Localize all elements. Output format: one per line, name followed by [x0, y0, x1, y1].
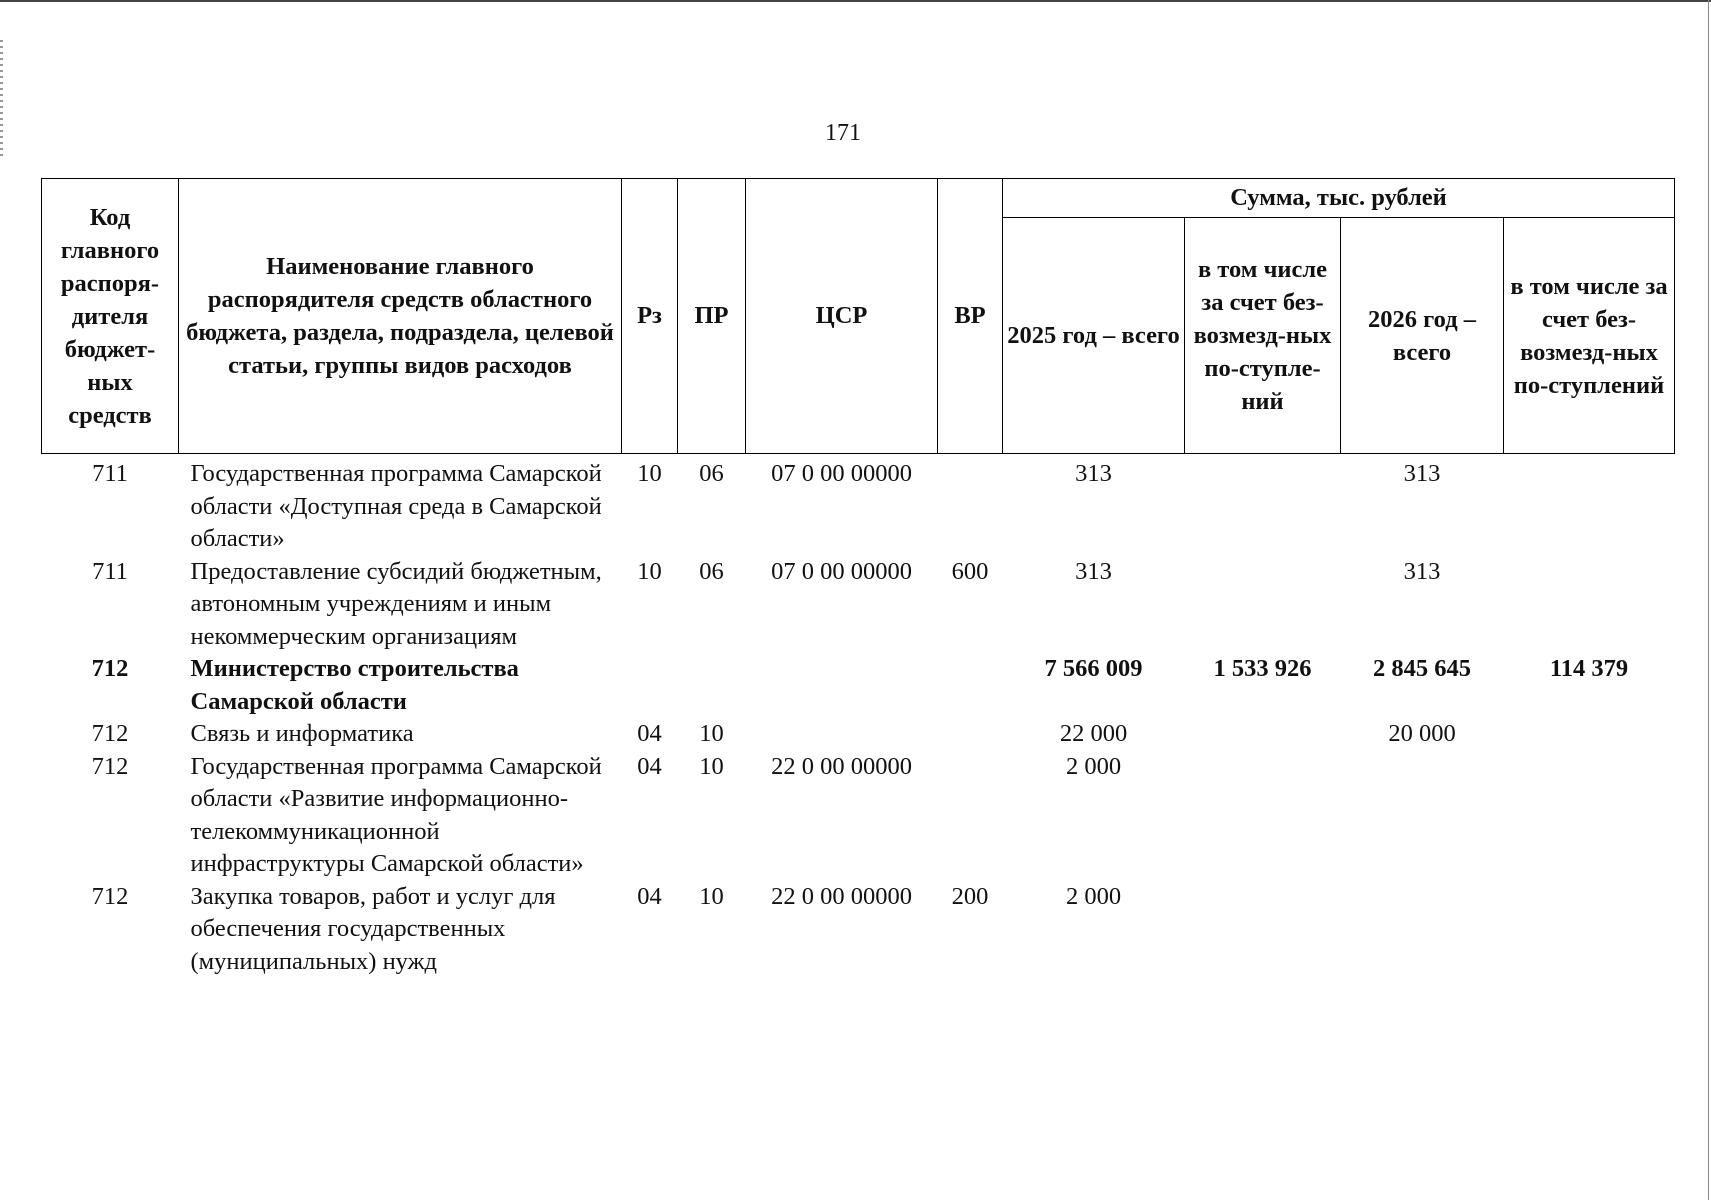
scan-right-edge: [1708, 0, 1709, 1200]
cell-pr: 10: [699, 882, 724, 910]
page-number: 171: [825, 120, 861, 146]
header-csr: ЦСР: [746, 179, 938, 454]
cell-2026-grants: 114 379: [1549, 655, 1629, 682]
cell-code: 712: [91, 882, 129, 910]
table-row: [42, 881, 1675, 979]
cell-pr: [678, 653, 746, 718]
cell-name: Государственная программа Самарской области «Доступная среда в Самарской области»: [190, 460, 602, 552]
cell-rz: 10: [637, 460, 662, 487]
cell-rz: 10: [637, 557, 662, 585]
table-row: [42, 454, 1675, 556]
cell-vr: 200: [951, 882, 989, 910]
cell-vr: [938, 751, 1003, 881]
header-2026-grants: в том числе за счет без-возмезд-ных по-ступлений: [1504, 218, 1675, 454]
cell-name: Связь и информатика: [190, 720, 414, 747]
cell-2025-grants: [1185, 556, 1341, 654]
cell-vr: [938, 718, 1003, 751]
cell-2025-total: 2 000: [1065, 882, 1122, 910]
cell-csr: 07 0 00 00000: [771, 460, 912, 487]
cell-2025-total: 7 566 009: [1044, 655, 1143, 682]
cell-csr: 22 0 00 00000: [771, 882, 912, 910]
header-vr: ВР: [938, 179, 1003, 454]
cell-2026-grants: [1504, 556, 1675, 654]
cell-vr: [938, 454, 1003, 556]
header-rz: Рз: [622, 179, 678, 454]
cell-rz: [622, 653, 678, 718]
cell-code: 712: [91, 720, 129, 747]
cell-2026-total: [1341, 751, 1504, 881]
cell-vr: 600: [951, 557, 989, 585]
cell-2025-total: 2 000: [1065, 752, 1122, 780]
header-sum: Сумма, тыс. рублей: [1003, 179, 1675, 218]
header-2025-total: 2025 год – всего: [1003, 218, 1185, 454]
cell-pr: 06: [699, 460, 724, 487]
table-row: [42, 653, 1675, 718]
cell-2026-grants: [1504, 718, 1675, 751]
cell-csr: 22 0 00 00000: [771, 752, 912, 780]
cell-name: Предоставление субсидий бюджетным, автономным учреждениям и иным некоммерческим организациям: [190, 557, 602, 650]
cell-2025-total: 22 000: [1059, 720, 1128, 747]
cell-2025-grants: 1 533 926: [1213, 655, 1312, 682]
table-row: [42, 556, 1675, 654]
cell-2026-total: 2 845 645: [1373, 655, 1471, 682]
cell-pr: 10: [699, 720, 724, 747]
cell-2025-total: 313: [1075, 557, 1112, 585]
cell-2026-total: 313: [1403, 460, 1441, 487]
cell-2026-total: 20 000: [1388, 720, 1456, 747]
cell-code: 711: [92, 557, 128, 585]
cell-2026-total: [1341, 881, 1504, 979]
cell-csr: 07 0 00 00000: [771, 557, 912, 585]
cell-2026-grants: [1504, 454, 1675, 556]
header-name: Наименование главного распорядителя средств областного бюджета, раздела, подраздела, целевой статьи, группы видов расходов: [179, 179, 622, 454]
cell-2025-grants: [1185, 751, 1341, 881]
cell-rz: 04: [637, 720, 662, 747]
cell-pr: 06: [699, 557, 724, 585]
cell-2026-total: 313: [1403, 557, 1441, 585]
cell-2025-grants: [1185, 881, 1341, 979]
cell-name: Закупка товаров, работ и услуг для обеспечения государственных (муниципальных) нужд: [190, 882, 556, 975]
budget-table: [41, 178, 1675, 978]
cell-2026-grants: [1504, 751, 1675, 881]
cell-pr: 10: [699, 752, 724, 780]
cell-code: 712: [91, 752, 129, 780]
cell-2026-grants: [1504, 881, 1675, 979]
cell-code: 711: [92, 460, 128, 487]
cell-code: 712: [91, 655, 129, 682]
cell-name: Государственная программа Самарской области «Развитие информационно-телекоммуникационной инфраструктуры Самарской области»: [190, 752, 602, 877]
cell-rz: 04: [637, 882, 662, 910]
scan-top-border: [0, 0, 1711, 2]
cell-rz: 04: [637, 752, 662, 780]
cell-csr: [746, 653, 938, 718]
cell-2025-total: 313: [1075, 460, 1112, 487]
cell-vr: [938, 653, 1003, 718]
cell-2025-grants: [1185, 454, 1341, 556]
header-2025-grants: в том числе за счет без-возмезд-ных по-ступле-ний: [1185, 218, 1341, 454]
table-row: [42, 718, 1675, 751]
table-body: [42, 454, 1675, 979]
cell-csr: [746, 718, 938, 751]
cell-2025-grants: [1185, 718, 1341, 751]
header-2026-total: 2026 год – всего: [1341, 218, 1504, 454]
cell-name: Министерство строительства Самарской области: [190, 655, 519, 715]
header-code: Код главного распоря-дителя бюджет-ных средств: [42, 179, 179, 454]
table-row: [42, 751, 1675, 881]
table-header: [42, 179, 1675, 454]
header-pr: ПР: [678, 179, 746, 454]
